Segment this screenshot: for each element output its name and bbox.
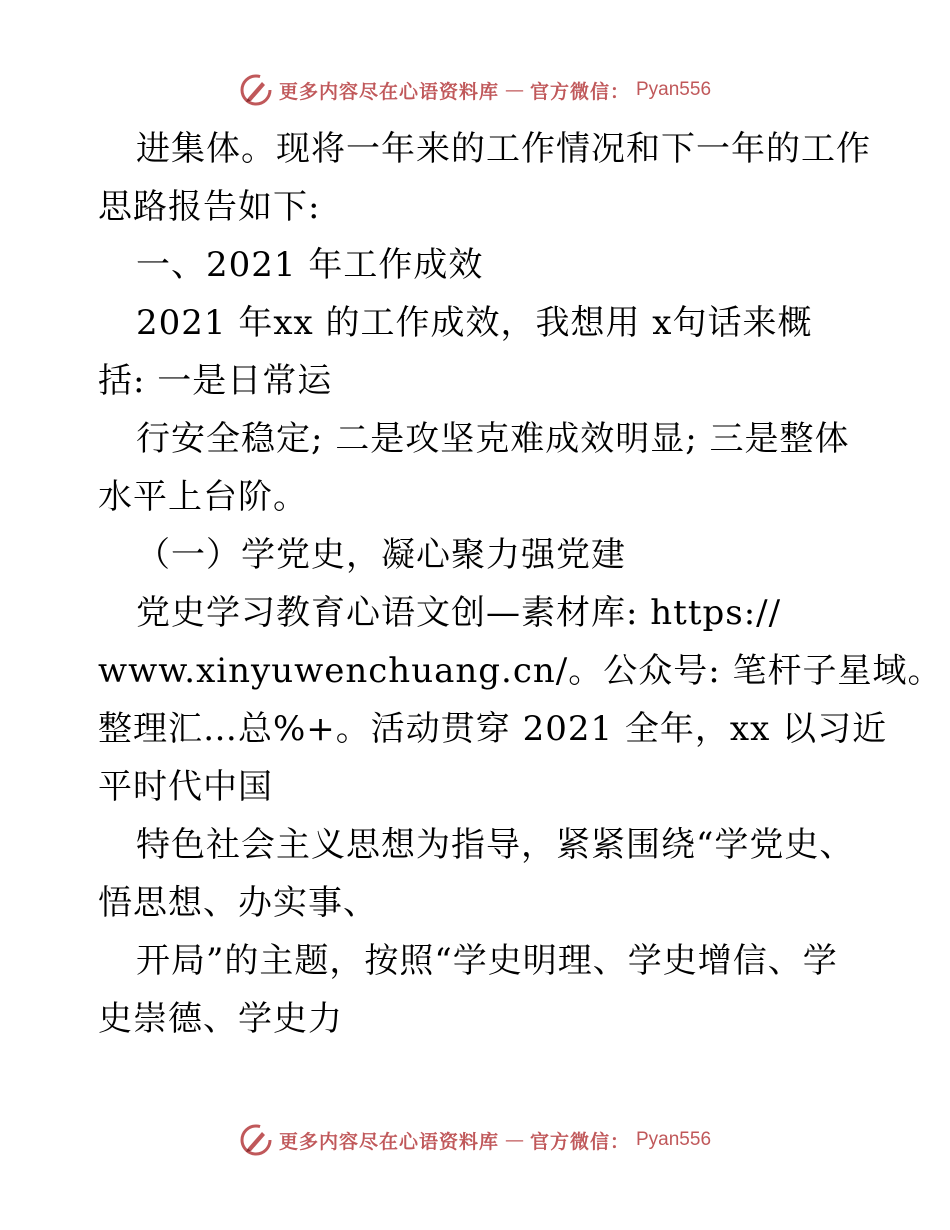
body-line: 整理汇…总%+。活动贯穿 2021 全年，xx 以习近 bbox=[98, 709, 888, 749]
subsection-heading: （一）学党史，凝心聚力强党建 bbox=[136, 535, 626, 575]
section-heading: 一、2021 年工作成效 bbox=[136, 245, 484, 285]
body-line: www.xinyuwenchuang.cn/。公众号: 笔杆子星域。 bbox=[98, 651, 943, 691]
body-line: 进集体。现将一年来的工作情况和下一年的工作 bbox=[136, 129, 871, 169]
banner-wechat-label: 官方微信： bbox=[529, 80, 630, 103]
red-pen-logo-icon bbox=[239, 1123, 273, 1157]
body-line: 思路报告如下: bbox=[98, 187, 321, 227]
banner-main-text: 更多内容尽在心语资料库 bbox=[278, 1130, 499, 1153]
banner-main-text: 更多内容尽在心语资料库 bbox=[278, 80, 499, 103]
banner-separator: — bbox=[504, 1129, 524, 1151]
document-body bbox=[98, 120, 943, 1048]
body-line: 史崇德、学史力 bbox=[98, 999, 343, 1039]
banner-wechat-id: Pyan556 bbox=[636, 79, 712, 100]
footer-watermark-banner bbox=[0, 1120, 950, 1160]
header-watermark-banner bbox=[0, 70, 950, 110]
body-line: 平时代中国 bbox=[98, 767, 273, 807]
body-line: 水平上台阶。 bbox=[98, 477, 308, 517]
body-line: 行安全稳定; 二是攻坚克难成效明显; 三是整体 bbox=[136, 419, 850, 459]
red-pen-logo-icon bbox=[239, 73, 273, 107]
body-line: 开局”的主题，按照“学史明理、学史增信、学 bbox=[136, 941, 838, 981]
body-line: 2021 年xx 的工作成效，我想用 x句话来概 bbox=[136, 303, 813, 343]
body-line: 特色社会主义思想为指导，紧紧围绕“学党史、 bbox=[136, 825, 855, 865]
banner-wechat-id: Pyan556 bbox=[636, 1129, 712, 1150]
banner-wechat-label: 官方微信： bbox=[529, 1130, 630, 1153]
body-line: 悟思想、办实事、 bbox=[98, 883, 378, 923]
body-line: 括: 一是日常运 bbox=[98, 361, 333, 401]
banner-separator: — bbox=[504, 79, 524, 101]
body-line: 党史学习教育心语文创—素材库: https:// bbox=[136, 593, 782, 633]
